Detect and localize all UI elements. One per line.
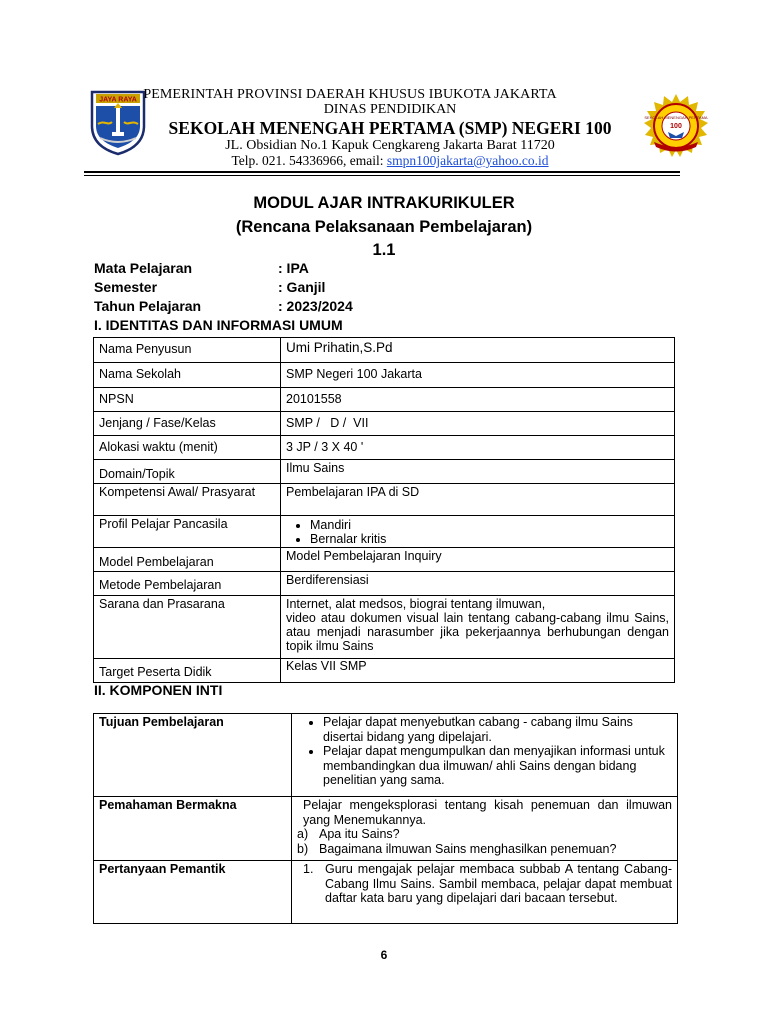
doc-subtitle: (Rencana Pelaksanaan Pembelajaran) [235, 218, 533, 236]
letterhead-line-2: DINAS PENDIDIKAN [323, 102, 457, 117]
list-item: • Mandiri [310, 518, 669, 532]
table-row [94, 412, 675, 436]
logo-school-text: SEKOLAH MENENGAH PERTAMA [644, 115, 708, 120]
row-label: NPSN [94, 388, 281, 412]
table-row [94, 363, 675, 388]
item-marker: b) [297, 841, 309, 856]
table-row [94, 596, 675, 659]
row-label: Target Peserta Didik [94, 659, 281, 683]
tujuan-list [297, 715, 672, 788]
doc-number: 1.1 [372, 241, 396, 259]
item-text: Guru mengajak pelajar membaca subbab A tentang Cabang-Cabang Ilmu Sains. Sambil membaca, pelajar dapat membuat daftar kata baru yang dipelajari dari bacaan tersebut. [325, 862, 672, 905]
row-value [292, 797, 678, 861]
item-marker: 1. [303, 862, 314, 876]
row-label: Model Pembelajaran [94, 548, 281, 572]
row-label: Metode Pembelajaran [94, 572, 281, 596]
row-value [281, 596, 675, 659]
row-label: Pemahaman Bermakna [94, 797, 292, 861]
row-value [292, 714, 678, 797]
row-value: Kelas VII SMP [281, 659, 675, 683]
section-heading-1: I. IDENTITAS DAN INFORMASI UMUM [94, 317, 343, 333]
meta-value: : IPA [278, 260, 309, 276]
logo-number: 100 [670, 123, 682, 130]
row-label: Sarana dan Prasarana [94, 596, 281, 659]
value-line: video atau dokumen visual lain tentang cabang-cabang ilmu Sains, atau menjadi narasumber jika pekerjaannya berhubungan dengan topik ilmu Sains [286, 611, 669, 653]
meta-label: Semester [94, 279, 158, 295]
meta-label: Mata Pelajaran [94, 260, 193, 276]
row-value [281, 516, 675, 548]
table-row [94, 861, 678, 924]
value-line: Internet, alat medsos, biograi tentang ilmuwan, [286, 597, 546, 611]
row-label: Nama Sekolah [94, 363, 281, 388]
table-row [94, 797, 678, 861]
meta-value: : 2023/2024 [278, 298, 353, 314]
doc-title: MODUL AJAR INTRAKURIKULER [253, 194, 515, 212]
item-marker: a) [297, 827, 309, 841]
table-row [94, 572, 675, 596]
row-value: 20101558 [281, 388, 675, 412]
email-link[interactable]: smpn100jakarta@yahoo.co.id [386, 153, 549, 168]
jaya-raya-logo [88, 86, 148, 156]
table-row [94, 436, 675, 460]
row-value [292, 861, 678, 924]
table-row [94, 338, 675, 363]
meta-value: : Ganjil [278, 279, 326, 295]
meta-row [94, 279, 325, 295]
row-label: Tujuan Pembelajaran [94, 714, 292, 797]
smp-100-logo [640, 92, 712, 160]
school-address: JL. Obsidian No.1 Kapuk Cengkareng Jakarta Barat 11720 [225, 138, 555, 153]
table-row [94, 548, 675, 572]
table-row [94, 460, 675, 484]
list-item [297, 862, 672, 906]
meta-label: Tahun Pelajaran [94, 298, 202, 314]
row-value: SMP / D / VII [281, 412, 675, 436]
row-value: Pembelajaran IPA di SD [281, 484, 675, 516]
identitas-table [93, 337, 675, 683]
komponen-table [93, 713, 678, 924]
table-row [94, 484, 675, 516]
row-value: Umi Prihatin,S.Pd [281, 338, 675, 363]
profil-list [286, 518, 669, 546]
row-label: Profil Pelajar Pancasila [94, 516, 281, 548]
row-value: 3 JP / 3 X 40 ' [281, 436, 675, 460]
school-name: SEKOLAH MENENGAH PERTAMA (SMP) NEGERI 100 [168, 118, 612, 138]
page-number: 6 [380, 948, 388, 962]
row-value: Model Pembelajaran Inquiry [281, 548, 675, 572]
row-label: Jenjang / Fase/Kelas [94, 412, 281, 436]
item-text: Apa itu Sains? [319, 827, 400, 841]
item-text: Bagaimana ilmuwan Sains menghasilkan penemuan? [319, 841, 617, 856]
list-item: • Bernalar kritis [310, 532, 669, 546]
row-label: Nama Penyusun [94, 338, 281, 363]
list-item: • Pelajar dapat mengumpulkan dan menyajikan informasi untuk membandingkan dua ilmuwan/ ahli Sains dengan bidang penelitian yang sama. [323, 744, 672, 788]
row-label: Kompetensi Awal/ Prasyarat [94, 484, 281, 516]
letterhead-line-1: PEMERINTAH PROVINSI DAERAH KHUSUS IBUKOTA JAKARTA [143, 87, 557, 102]
table-row [94, 714, 678, 797]
row-value: SMP Negeri 100 Jakarta [281, 363, 675, 388]
row-value: Berdiferensiasi [281, 572, 675, 596]
phone-text: Telp. 021. 54336966, email: [231, 153, 387, 168]
letterhead-rule-thick [84, 171, 680, 173]
list-item [297, 842, 672, 857]
meta-row [94, 298, 353, 314]
row-label: Alokasi waktu (menit) [94, 436, 281, 460]
row-value: Ilmu Sains [281, 460, 675, 484]
list-item: • Pelajar dapat menyebutkan cabang - cabang ilmu Sains disertai bidang yang dipelajari. [323, 715, 672, 744]
table-row [94, 659, 675, 683]
letterhead-rule-thin [84, 175, 680, 176]
logo-banner-text: JAYA RAYA [99, 96, 137, 104]
section-heading-2: II. KOMPONEN INTI [94, 682, 223, 698]
pemahaman-intro: Pelajar mengeksplorasi tentang kisah penemuan dan ilmuwan yang Menemukannya. [303, 798, 672, 827]
row-label: Pertanyaan Pemantik [94, 861, 292, 924]
school-contact [140, 153, 640, 169]
meta-row [94, 260, 309, 276]
table-row [94, 516, 675, 548]
table-row [94, 388, 675, 412]
row-label: Domain/Topik [94, 460, 281, 484]
list-item [297, 827, 672, 842]
